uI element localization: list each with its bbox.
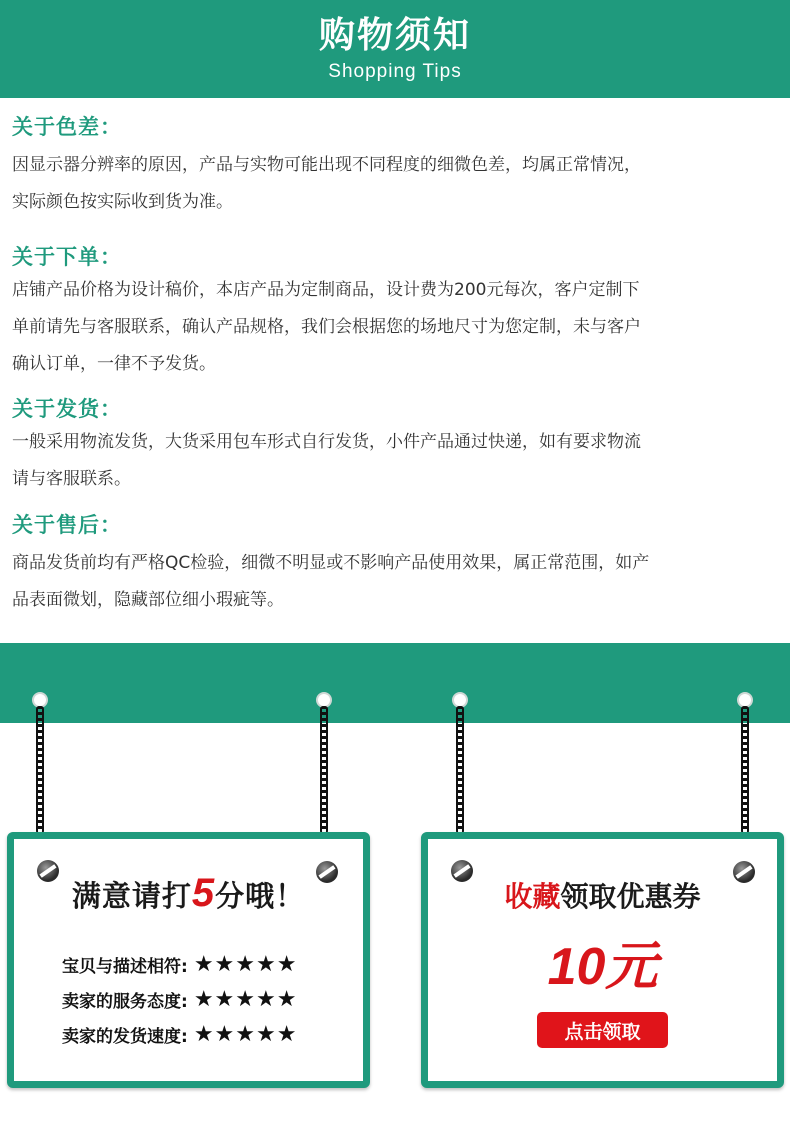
rating-title-number: 5 bbox=[191, 871, 216, 915]
page-subtitle: Shopping Tips bbox=[328, 61, 462, 82]
chain-icon bbox=[741, 706, 749, 834]
tip-line: 品表面微划，隐藏部位细小瑕疵等。 bbox=[12, 590, 284, 610]
tip-line: 店铺产品价格为设计稿价，本店产品为定制商品，设计费为200元每次，客户定制下 bbox=[12, 280, 640, 300]
coupon-title-text: 领取优惠券 bbox=[560, 880, 701, 913]
tip-line: 单前请先与客服联系，确认产品规格，我们会根据您的场地尺寸为您定制，未与客户 bbox=[12, 317, 641, 337]
tip-heading: 关于售后： bbox=[12, 513, 122, 537]
rating-title-text: 分哦！ bbox=[215, 879, 306, 913]
tip-section-shipping bbox=[0, 394, 790, 498]
tip-heading: 关于发货： bbox=[12, 397, 122, 421]
claim-coupon-button[interactable]: 点击领取 bbox=[537, 1012, 668, 1048]
coupon-amount: 10元 bbox=[547, 938, 658, 996]
rating-list bbox=[62, 947, 297, 1052]
rating-label: 卖家的服务态度: bbox=[62, 992, 188, 1012]
rating-sign bbox=[7, 832, 370, 1088]
chain-icon bbox=[456, 706, 464, 834]
rating-row bbox=[62, 1017, 297, 1052]
coupon-title-highlight: 收藏 bbox=[504, 880, 561, 913]
coupon-title bbox=[428, 875, 777, 915]
rating-row bbox=[62, 982, 297, 1017]
tip-heading: 关于下单： bbox=[12, 245, 122, 269]
tip-section-ordering bbox=[0, 242, 790, 383]
page-title: 购物须知 bbox=[318, 15, 471, 56]
page-header bbox=[0, 0, 790, 98]
star-rating-icon: ★★★★★ bbox=[193, 951, 298, 977]
tip-line: 一般采用物流发货，大货采用包车形式自行发货，小件产品通过快递，如有要求物流 bbox=[12, 432, 641, 452]
tip-line: 商品发货前均有严格QC检验，细微不明显或不影响产品使用效果，属正常范围，如产 bbox=[12, 553, 650, 573]
tip-line: 确认订单，一律不予发货。 bbox=[12, 354, 216, 374]
green-band bbox=[0, 643, 790, 723]
star-rating-icon: ★★★★★ bbox=[193, 1021, 298, 1047]
tip-line: 请与客服联系。 bbox=[12, 469, 131, 489]
rating-label: 宝贝与描述相符: bbox=[62, 957, 188, 977]
chain-icon bbox=[36, 706, 44, 834]
tip-section-color-difference bbox=[0, 112, 790, 221]
tip-line: 因显示器分辨率的原因，产品与实物可能出现不同程度的细微色差，均属正常情况， bbox=[12, 155, 641, 175]
rating-title bbox=[14, 871, 363, 916]
tip-section-after-sales bbox=[0, 510, 790, 619]
chain-icon bbox=[320, 706, 328, 834]
rating-label: 卖家的发货速度: bbox=[62, 1027, 188, 1047]
tip-heading: 关于色差： bbox=[12, 115, 122, 139]
rating-title-text: 满意请打 bbox=[71, 879, 192, 913]
star-rating-icon: ★★★★★ bbox=[193, 986, 298, 1012]
rating-row bbox=[62, 947, 297, 982]
coupon-sign bbox=[421, 832, 784, 1088]
tip-line: 实际颜色按实际收到货为准。 bbox=[12, 192, 233, 212]
